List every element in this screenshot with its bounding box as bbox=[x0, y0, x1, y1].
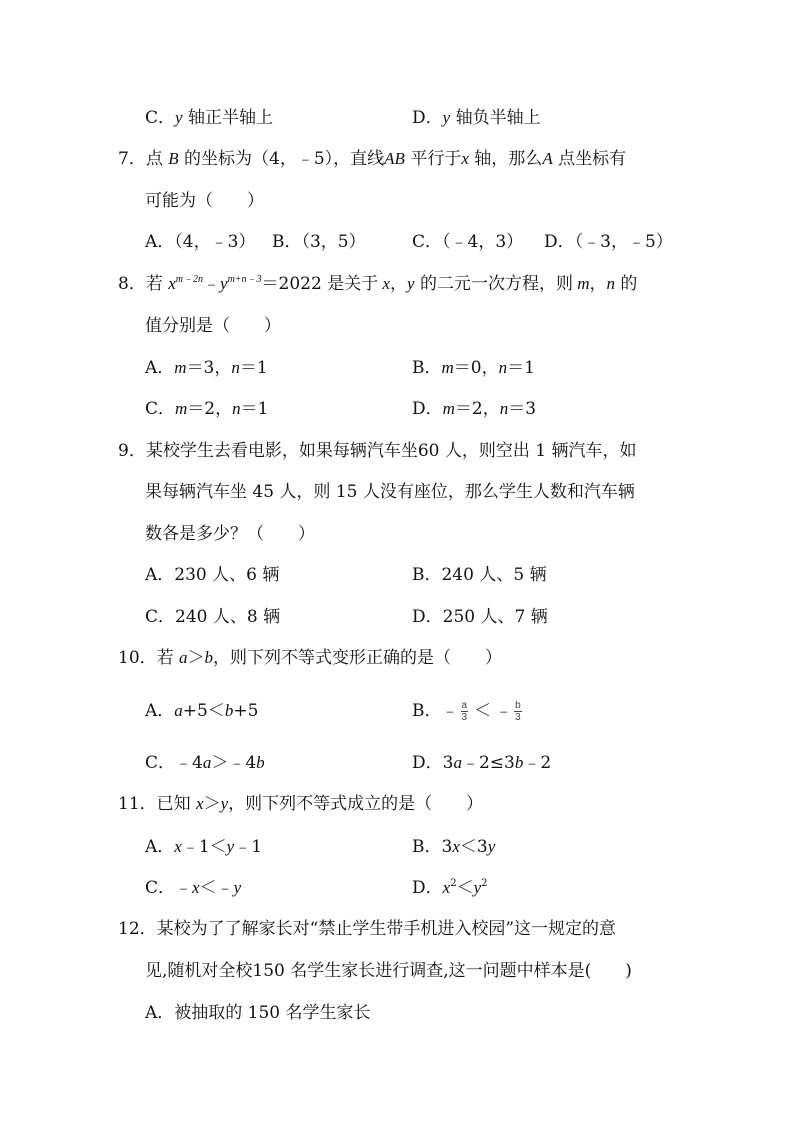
q7-stem-line2: 可能为（ ） bbox=[145, 191, 264, 211]
q11-option-b[interactable]: B．3x＜3y bbox=[412, 837, 496, 857]
q10-option-b[interactable]: B．﹣ $\frac{a}{3}$ ＜ ﹣ $\frac{b}{3}$ bbox=[412, 700, 521, 723]
q12-stem-line1: 12．某校为了了解家长对“禁止学生带手机进入校园”这一规定的意 bbox=[118, 919, 617, 939]
var-y: y bbox=[442, 108, 451, 127]
q7-option-c[interactable]: C．（﹣4，3） bbox=[412, 232, 524, 252]
option-label: D． bbox=[412, 108, 443, 128]
q10-option-c[interactable]: C．﹣4a＞﹣4b bbox=[145, 753, 265, 773]
option-label: C． bbox=[145, 108, 176, 128]
q7-option-d[interactable]: D．（﹣3，﹣5） bbox=[544, 232, 673, 252]
q8-stem-line1: 8．若 $x^{m﹣2n}﹣y^{m+n﹣3}=2022$ 是关于 x，y 的二元一次方程，则 m，n 的 bbox=[118, 274, 638, 294]
fraction-a-over-3: $\frac{a}{3}$ bbox=[461, 700, 468, 723]
q10-option-a[interactable]: A．a+5＜b+5 bbox=[145, 701, 259, 721]
q11-option-c[interactable]: C．﹣x＜﹣y bbox=[145, 878, 242, 898]
q9-option-d[interactable]: D．250 人、7 辆 bbox=[412, 607, 548, 627]
q8-option-c[interactable]: C．m＝2，n＝1 bbox=[145, 399, 269, 419]
option-text: 轴负半轴上 bbox=[450, 108, 541, 128]
var-y: y bbox=[175, 108, 183, 127]
q9-option-c[interactable]: C．240 人、8 辆 bbox=[145, 607, 281, 627]
q12-option-a[interactable]: A．被抽取的 150 名学生家长 bbox=[145, 1003, 371, 1023]
fraction-b-over-3: $\frac{b}{3}$ bbox=[515, 700, 521, 723]
q6-option-c[interactable] bbox=[145, 107, 273, 129]
q9-stem-line2: 果每辆汽车坐 45 人，则 15 人没有座位，那么学生人数和汽车辆 bbox=[145, 482, 635, 502]
q9-option-a[interactable]: A．230 人、6 辆 bbox=[145, 565, 280, 585]
q8-option-a[interactable]: A．m＝3，n＝1 bbox=[145, 358, 268, 378]
q9-stem-line1: 9．某校学生去看电影，如果每辆汽车坐60 人，则空出 1 辆汽车，如 bbox=[118, 441, 637, 461]
q10-stem: 10．若 a＞b，则下列不等式变形正确的是（ ） bbox=[118, 648, 503, 668]
q11-stem: 11．已知 x＞y，则下列不等式成立的是（ ） bbox=[118, 794, 484, 814]
q8-option-d[interactable]: D．m＝2，n＝3 bbox=[412, 399, 537, 419]
q8-option-b[interactable]: B．m＝0，n＝1 bbox=[412, 358, 535, 378]
q11-option-a[interactable]: A．x﹣1＜y﹣1 bbox=[145, 837, 263, 857]
q9-option-b[interactable]: B．240 人、5 辆 bbox=[412, 565, 547, 585]
q9-stem-line3: 数各是多少？（ ） bbox=[145, 524, 315, 544]
q10-option-d[interactable]: D．3a﹣2≤3b﹣2 bbox=[412, 753, 552, 773]
q12-stem-line2: 见,随机对全校150 名学生家长进行调查,这一问题中样本是( ) bbox=[145, 961, 632, 981]
option-text: 轴正半轴上 bbox=[182, 108, 273, 128]
q7-option-b[interactable]: B．（3，5） bbox=[272, 232, 366, 252]
q7-stem-line1: 7．点 B 的坐标为（4，﹣5），直线AB 平行于x 轴，那么A 点坐标有 bbox=[118, 149, 627, 169]
q11-option-d[interactable]: D．$x^2<y^2$ bbox=[412, 878, 488, 898]
q8-stem-line2: 值分别是（ ） bbox=[145, 316, 281, 336]
q7-option-a[interactable]: A．（4，﹣3） bbox=[145, 232, 256, 252]
q6-option-d[interactable] bbox=[412, 107, 541, 129]
